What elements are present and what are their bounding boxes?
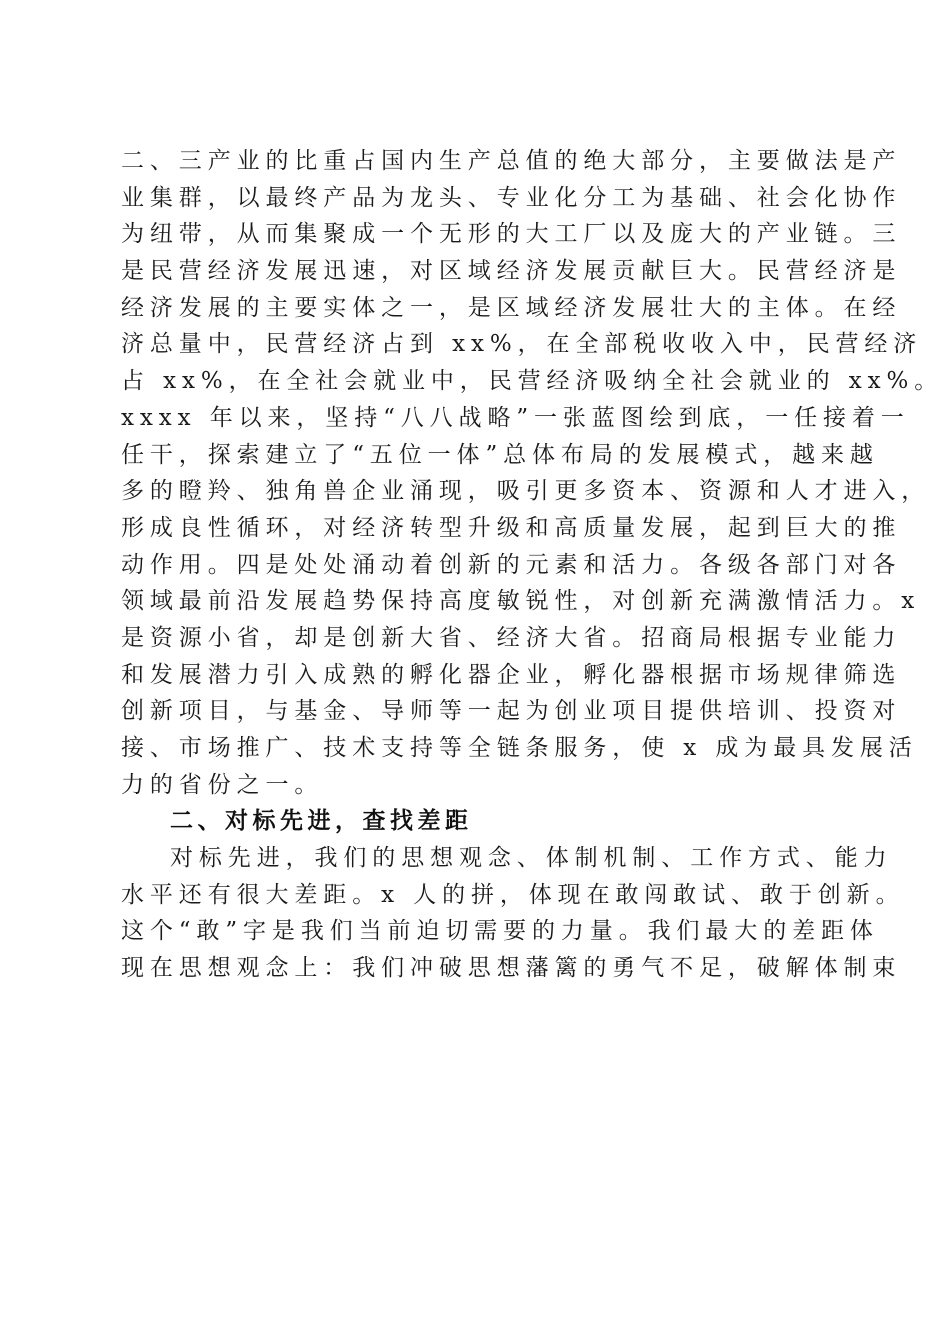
text-line: 创新项目，与基金、导师等一起为创业项目提供培训、投资对 (121, 698, 902, 725)
text-line: 占 xx%，在全社会就业中，民营经济吸纳全社会就业的 xx%。 (121, 368, 944, 395)
text-line: 为纽带，从而集聚成一个无形的大工厂以及庞大的产业链。三 (121, 221, 902, 248)
document-body (121, 143, 944, 987)
text-line: 领域最前沿发展趋势保持高度敏锐性，对创新充满激情活力。x (121, 588, 921, 615)
text-line: 力的省份之一。 (121, 771, 324, 798)
text-line: 现在思想观念上：我们冲破思想藩篱的勇气不足，破解体制束 (121, 955, 902, 982)
text-line: 形成良性循环，对经济转型升级和高质量发展，起到巨大的推 (121, 514, 902, 541)
text-line: 动作用。四是处处涌动着创新的元素和活力。各级各部门对各 (121, 551, 902, 578)
text-line: xxxx 年以来，坚持“八八战略”一张蓝图绘到底，一任接着一 (121, 404, 910, 431)
text-line: 济总量中，民营经济占到 xx%，在全部税收收入中，民营经济 (121, 331, 923, 358)
paragraph (121, 840, 905, 987)
paragraph-continuation (121, 143, 944, 803)
text-line: 业集群，以最终产品为龙头、专业化分工为基础、社会化协作 (121, 184, 902, 211)
text-line: 水平还有很大差距。x 人的拼，体现在敢闯敢试、敢于创新。 (121, 881, 905, 908)
text-line: 二、三产业的比重占国内生产总值的绝大部分，主要做法是产 (121, 148, 902, 174)
text-line: 这个“敢”字是我们当前迫切需要的力量。我们最大的差距体 (121, 918, 879, 945)
text-line: 是资源小省，却是创新大省、经济大省。招商局根据专业能力 (121, 624, 902, 651)
text-line: 经济发展的主要实体之一，是区域经济发展壮大的主体。在经 (121, 294, 902, 321)
text-line: 和发展潜力引入成熟的孵化器企业，孵化器根据市场规律筛选 (121, 661, 902, 688)
text-line: 任干，探索建立了“五位一体”总体布局的发展模式，越来越 (121, 441, 879, 468)
text-line: 对标先进，我们的思想观念、体制机制、工作方式、能力 (170, 845, 893, 872)
text-line: 是民营经济发展迅速，对区域经济发展贡献巨大。民营经济是 (121, 258, 902, 285)
text-line: 多的瞪羚、独角兽企业涌现，吸引更多资本、资源和人才进入， (121, 478, 931, 505)
section-heading: 二、对标先进，查找差距 (170, 808, 473, 835)
text-line: 接、市场推广、技术支持等全链条服务，使 x 成为最具发展活 (121, 735, 918, 761)
